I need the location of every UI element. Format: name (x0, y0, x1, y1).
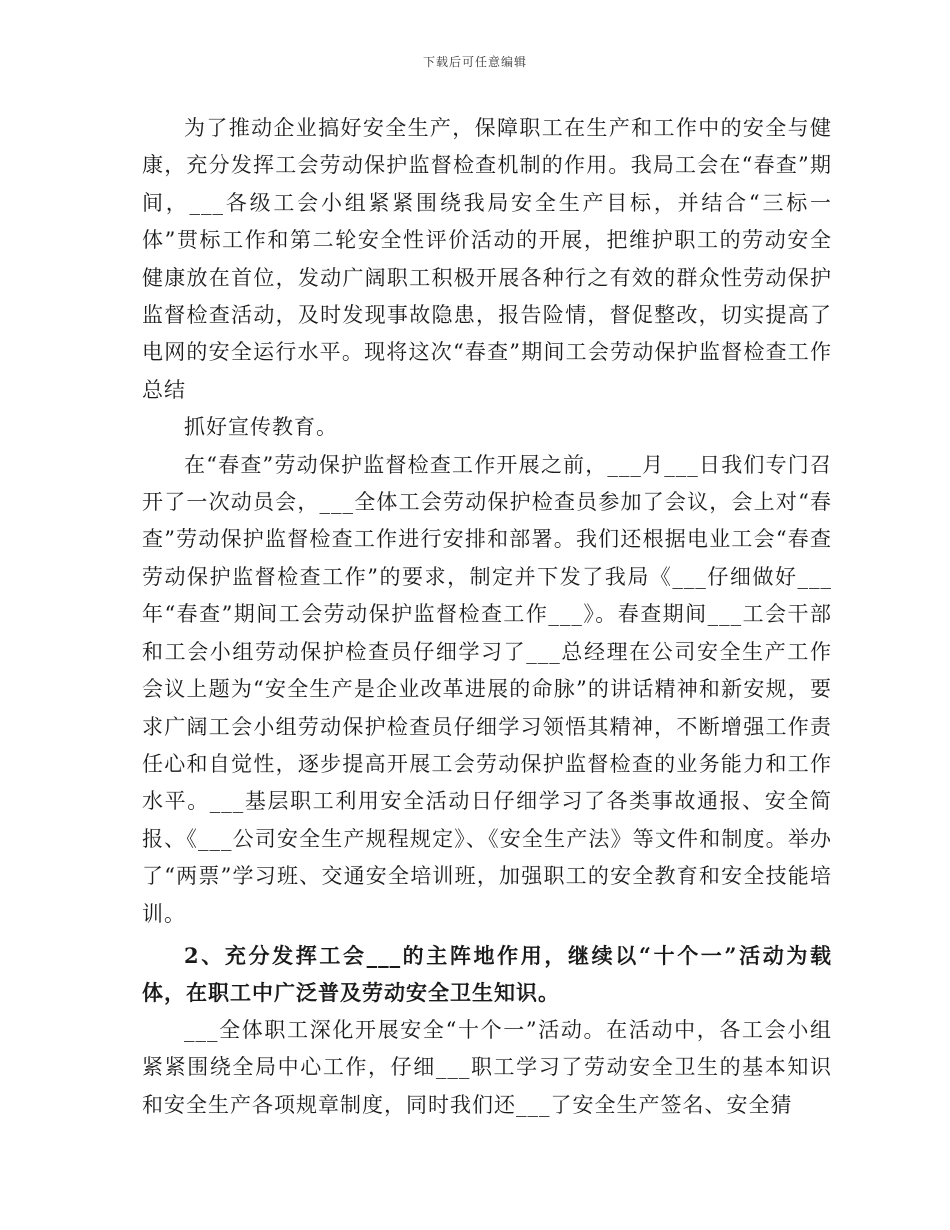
document-body (142, 110, 832, 1124)
page-header: 下载后可任意编辑 (422, 55, 527, 69)
section2-paragraph: ___全体职工深化开展安全“十个一”活动。在活动中，各工会小组紧紧围绕全局中心工作，仔细___职工学习了劳动安全卫生的基本知识和安全生产各项规章制度，同时我们还___了安全生产签名、安全猜 (142, 1017, 832, 1117)
section1-title: 抓好宣传教育。 (184, 415, 338, 440)
intro-paragraph: 为了推动企业搞好安全生产，保障职工在生产和工作中的安全与健康，充分发挥工会劳动保护监督检查机制的作用。我局工会在“春查”期间，___各级工会小组紧紧围绕我局安全生产目标，并结合“三标一体”贯标工作和第二轮安全性评价活动的开展，把维护职工的劳动安全健康放在首位，发动广阔职工积极开展各种行之有效的群众性劳动保护监督检查活动，及时发现事故隐患，报告险情，督促整改，切实提高了电网的安全运行水平。现将这次“春查”期间工会劳动保护监督检查工作总结 (142, 116, 832, 402)
section2-heading: 2、充分发挥工会___的主阵地作用，继续以“十个一”活动为载体，在职工中广泛普及劳动安全卫生知识。 (142, 942, 832, 1006)
section1-paragraph: 在“春查”劳动保护监督检查工作开展之前，___月___日我们专门召开了一次动员会，___全体工会劳动保护检查员参加了会议，会上对“春查”劳动保护监督检查工作进行安排和部署。我们还根据电业工会“春查劳动保护监督检查工作”的要求，制定并下发了我局《___仔细做好___年“春查”期间工会劳动保护监督检查工作___》。春查期间___工会干部和工会小组劳动保护检查员仔细学习了___总经理在公司安全生产工作会议上题为“安全生产是企业改革进展的命脉”的讲话精神和新安规，要求广阔工会小组劳动保护检查员仔细学习领悟其精神，不断增强工作责任心和自觉性，逐步提高开展工会劳动保护监督检查的业务能力和工作水平。___基层职工利用安全活动日仔细学习了各类事故通报、安全简报、《___公司安全生产规程规定》、《安全生产法》等文件和制度。举办了“两票”学习班、交通安全培训班，加强职工的安全教育和安全技能培训。 (142, 452, 832, 926)
